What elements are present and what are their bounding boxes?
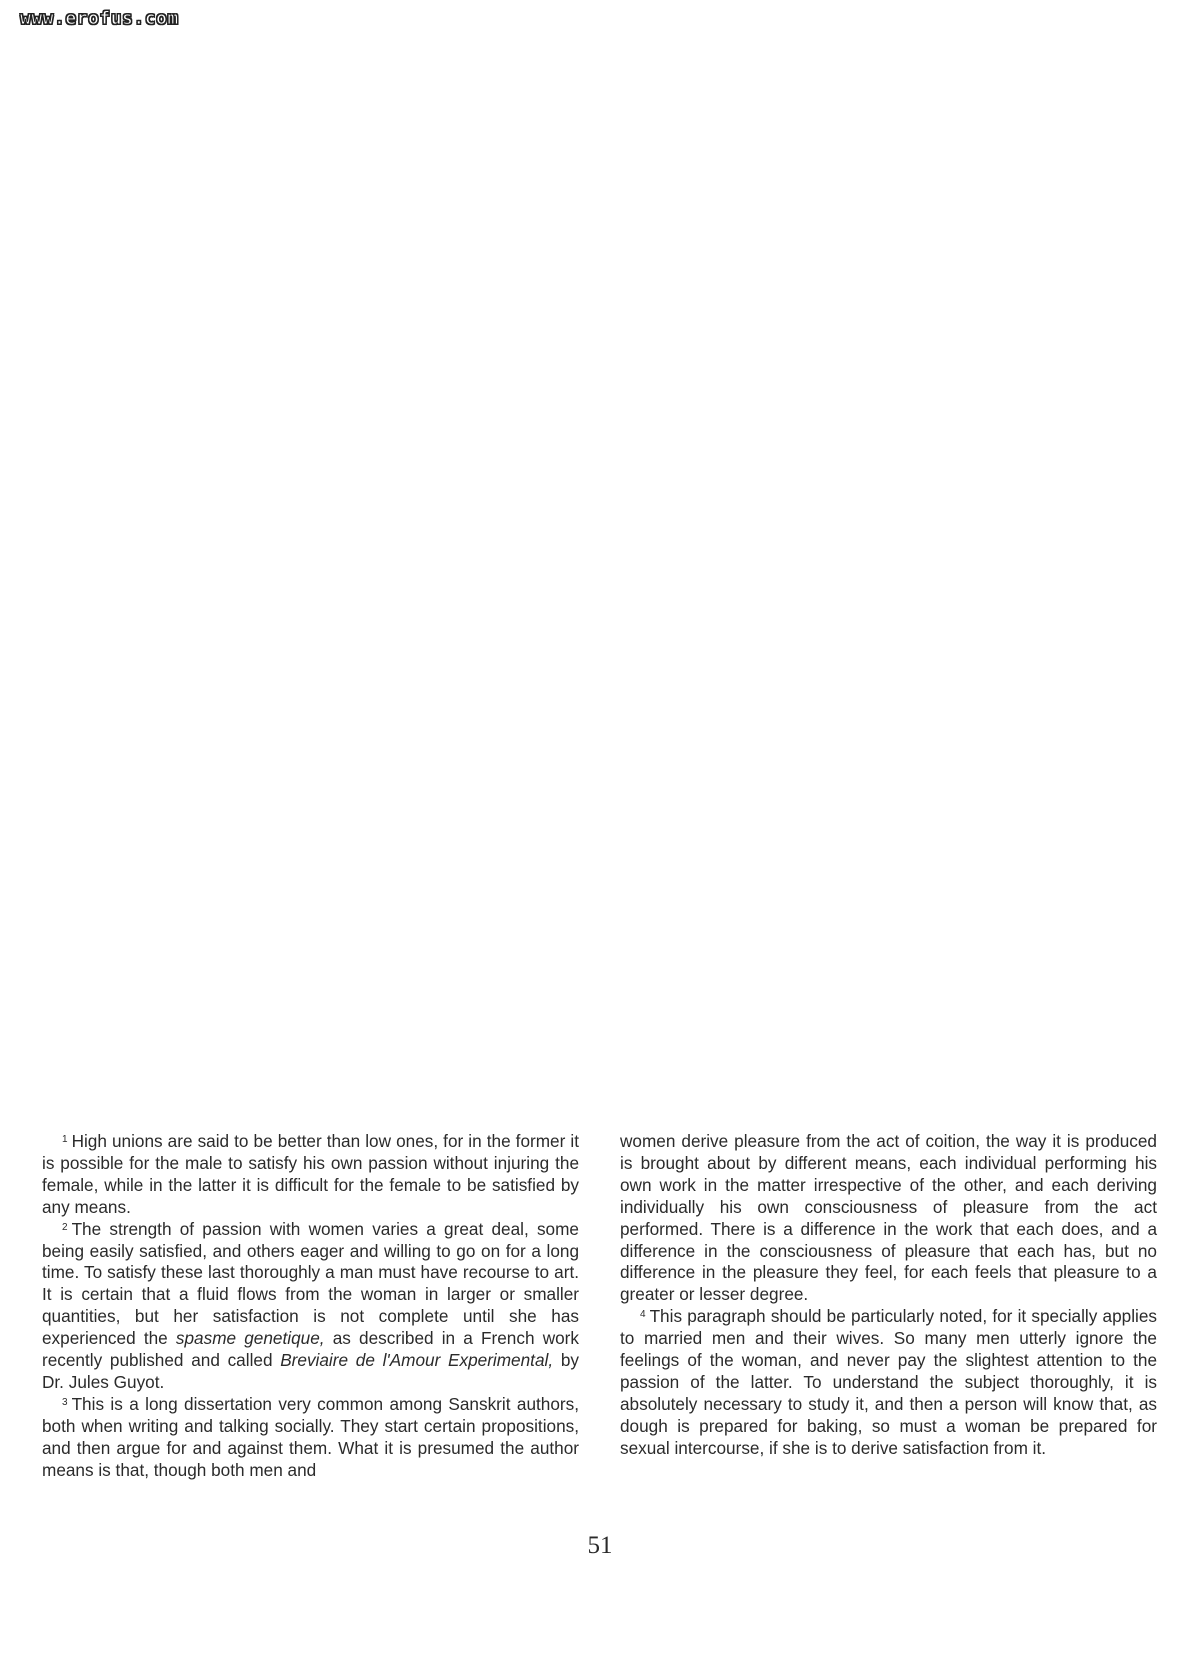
footnote-number: 2: [62, 1221, 68, 1233]
footnote-1: [42, 1131, 579, 1219]
footnote-number: 3: [62, 1396, 68, 1408]
footnote-3-continued: [620, 1131, 1157, 1306]
footnote-text: The strength of passion with women varies a great deal, some being easily satisfied, and others eager and willing to go on for a long time. To satisfy these last thoroughly a man must have recourse to art. It is certain that a fluid flows from the woman in larger or smaller quantities, but her satisfaction is not complete until she has experienced the: [42, 1218, 579, 1349]
footnote-text: This is a long dissertation very common among Sanskrit authors, both when writing and talking socially. They start certain propositions, and then argue for and against them. What it is presumed the author means is that, though both men and: [42, 1393, 579, 1480]
footnote-text: women derive pleasure from the act of coition, the way it is produced is brought about by different means, each individual performing his own work in the matter irrespective of the other, and each deriving individually his own consciousness of pleasure from the act performed. There is a difference in the work that each does, and a difference in the consciousness of pleasure that each has, but no difference in the pleasure they feel, for each feels that pleasure to a greater or lesser degree.: [620, 1131, 1157, 1305]
watermark: www.erofus.com: [20, 8, 179, 29]
footnote-4: [620, 1306, 1157, 1459]
footnotes-left-column: [42, 1131, 579, 1482]
footnote-2: [42, 1219, 579, 1394]
footnotes-section: [42, 1131, 1157, 1482]
footnote-text: as described in a French work recently published and called: [42, 1328, 579, 1371]
footnote-text: by Dr. Jules Guyot.: [42, 1350, 579, 1392]
footnotes-right-column: [620, 1131, 1157, 1482]
footnote-number: 1: [62, 1134, 68, 1145]
footnote-text: High unions are said to be better than low ones, for in the former it is possible for the male to satisfy his own passion without injuring the female, while in the latter it is difficult for the female to be satisfied by any means.: [42, 1131, 579, 1217]
page-number: 51: [587, 1532, 613, 1559]
footnote-3: [42, 1394, 579, 1482]
footnote-number: 4: [640, 1309, 646, 1321]
italic-term: spasme genetique,: [175, 1328, 325, 1349]
italic-book-title: Breviaire de l'Amour Experimental,: [280, 1350, 554, 1371]
footnote-text: This paragraph should be particularly noted, for it specially applies to married men and their wives. So many men utterly ignore the feelings of the woman, and never pay the slightest attention to the passion of the latter. To understand the subject thoroughly, it is absolutely necessary to study it, and then a person will know that, as dough is prepared for baking, so must a woman be prepared for sexual intercourse, if she is to derive satisfaction from it.: [620, 1306, 1157, 1458]
